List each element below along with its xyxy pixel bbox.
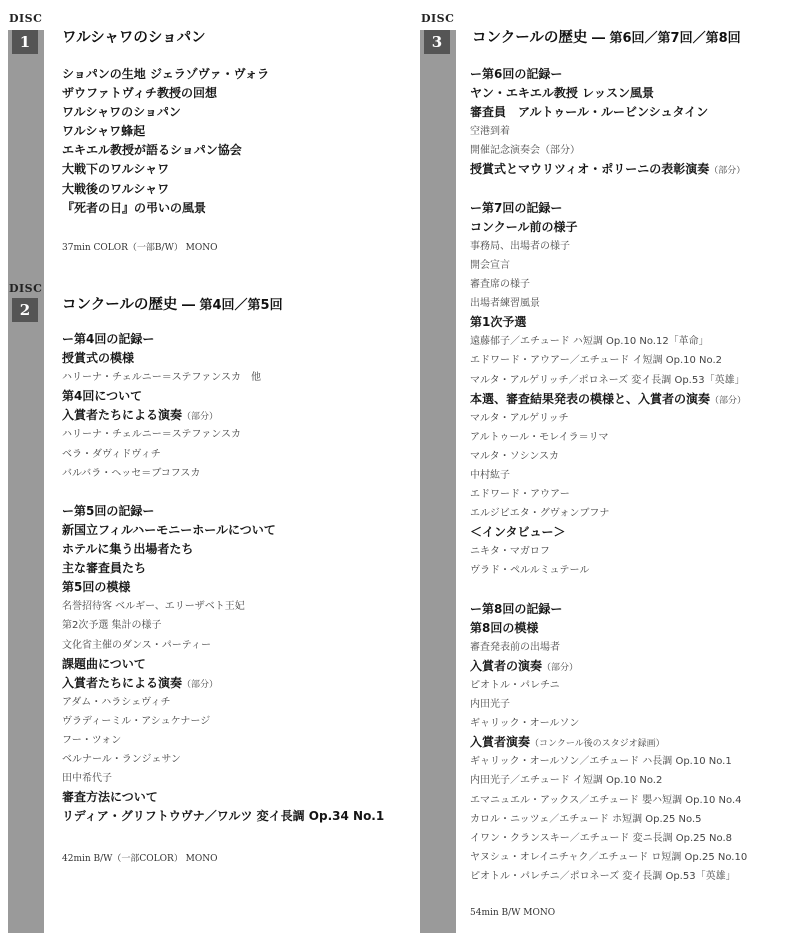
track-text: イワン・クランスキー／エチュード 変ニ長調 Op.25 No.8 — [470, 832, 733, 844]
track-detail — [470, 638, 747, 657]
track-text: 内田光子／エチュード イ短調 Op.10 No.2 — [470, 775, 663, 787]
track-detail — [62, 464, 384, 483]
track-detail — [62, 769, 384, 788]
track-detail — [470, 141, 747, 160]
track-heading — [470, 619, 747, 638]
track-text: 開催記念演奏会（部分） — [470, 145, 580, 157]
track-text: ピオトル・パレチニ／ポロネーズ 変イ長調 Op.53「英雄」 — [470, 870, 736, 882]
track-text: 出場者練習風景 — [470, 298, 540, 310]
track-text: ギャリック・オールソン — [470, 718, 580, 730]
track-heading — [470, 160, 747, 179]
track-text: ー第4回の記録ー — [62, 332, 155, 346]
track-heading — [62, 674, 384, 693]
track-text: ベラ・ダヴィドヴィチ — [62, 448, 161, 460]
track-text: ＜インタビュー＞ — [470, 525, 566, 540]
track-detail — [62, 616, 384, 635]
disc-1-title: ワルシャワのショパン — [62, 30, 206, 46]
track-note: （部分） — [709, 166, 746, 177]
track-detail — [470, 466, 747, 485]
track-detail — [470, 810, 747, 829]
section-spacer — [470, 581, 747, 600]
disc-1-track-list — [62, 65, 269, 218]
track-detail — [62, 731, 384, 750]
track-heading — [470, 600, 747, 619]
track-text: バルバラ・ヘッセ＝ブコフスカ — [62, 467, 201, 479]
track-detail — [62, 445, 384, 464]
track-text: 主な審査員たち — [62, 561, 147, 576]
track-detail — [470, 695, 747, 714]
track-detail — [62, 425, 384, 444]
track-text: ヤン・エキエル教授 レッスン風景 — [470, 86, 654, 101]
track-text: ヴラディーミル・アシュケナージ — [62, 715, 211, 727]
track-heading — [62, 807, 384, 826]
disc-2-footer: 42min B/W（一部COLOR） MONO — [62, 854, 218, 864]
track-text: 名誉招待客 ベルギー、エリーザベト王妃 — [62, 601, 245, 613]
track-text: 課題曲について — [62, 656, 146, 671]
track-text: 入賞者の演奏 — [470, 658, 543, 673]
track-text: 第1次予選 — [470, 315, 527, 330]
track-text: 第2次予選 集計の様子 — [62, 620, 162, 632]
track-text: ホテルに集う出場者たち — [62, 542, 194, 557]
track-heading — [470, 199, 747, 218]
track-detail — [470, 752, 747, 771]
track-text: 文化省主催のダンス・パーティー — [62, 639, 211, 651]
disc-2-number: 2 — [12, 298, 38, 322]
track-text: 審査席の様子 — [470, 279, 530, 291]
track-text: 中村紘子 — [470, 469, 510, 481]
track-heading — [470, 733, 747, 752]
track-text: 審査員 アルトゥール・ルービンシュタイン — [470, 105, 709, 120]
track-text: カロル・ニッツェ／エチュード ホ短調 Op.25 No.5 — [470, 813, 702, 825]
track-item: 大戦後のワルシャワ — [62, 181, 170, 196]
track-text: ハリーナ・チェルニー＝ステファンスカ — [62, 429, 241, 441]
track-text: エドワード・アウアー／エチュード イ短調 Op.10 No.2 — [470, 355, 723, 367]
track-heading — [470, 65, 747, 84]
track-detail — [470, 771, 747, 790]
track-detail — [470, 428, 747, 447]
track-detail — [470, 829, 747, 848]
track-detail — [470, 122, 747, 141]
track-item: ワルシャワのショパン — [62, 105, 181, 120]
disc-2-label: DISC — [9, 282, 43, 295]
track-heading — [62, 502, 384, 521]
track-detail — [470, 409, 747, 428]
track-detail — [470, 848, 747, 867]
track-text: 事務局、出場者の様子 — [470, 240, 570, 252]
track-detail — [470, 371, 747, 390]
track-text: 第4回について — [62, 389, 143, 404]
track-text: エルジビエタ・グヴォンブフナ — [470, 508, 610, 520]
track-item: エキエル教授が語るショパン協会 — [62, 143, 242, 158]
track-heading — [62, 559, 384, 578]
track-text: 本選、審査結果発表の模様と、入賞者の演奏 — [470, 391, 711, 406]
track-detail — [62, 597, 384, 616]
track-heading — [62, 387, 384, 406]
track-detail — [470, 485, 747, 504]
track-text: 授賞式の模様 — [62, 351, 135, 366]
track-note: （部分） — [182, 412, 219, 423]
track-detail — [470, 294, 747, 313]
track-note: （コンクール後のスタジオ録画） — [530, 739, 665, 750]
disc-2-track-list — [62, 330, 384, 826]
disc-3-title-main: コンクールの歴史 — [472, 30, 588, 46]
track-note: （部分） — [182, 679, 219, 690]
track-text: ー第8回の記録ー — [470, 601, 563, 616]
track-text: ヤヌシュ・オレイニチャク／エチュード ロ短調 Op.25 No.10 — [470, 851, 748, 863]
track-detail — [470, 504, 747, 523]
track-heading — [470, 84, 747, 103]
track-heading — [62, 349, 384, 368]
track-detail — [470, 351, 747, 370]
track-heading — [62, 521, 384, 540]
track-detail — [470, 714, 747, 733]
track-text: マルタ・アルゲリッチ — [470, 412, 569, 424]
track-item: 大戦下のワルシャワ — [62, 162, 170, 177]
disc-2-title-main: コンクールの歴史 — [62, 297, 178, 313]
track-detail — [470, 447, 747, 466]
track-text: 開会宣言 — [470, 259, 510, 271]
track-text: 審査発表前の出場者 — [470, 641, 560, 653]
track-text: ー第5回の記録ー — [62, 503, 155, 518]
track-text: コンクール前の様子 — [470, 219, 578, 234]
track-heading — [470, 390, 747, 409]
track-heading — [62, 330, 384, 349]
track-item: ワルシャワ蜂起 — [62, 124, 146, 139]
track-item: 『死者の日』の弔いの風景 — [62, 200, 207, 215]
track-heading — [470, 313, 747, 332]
track-note: （部分） — [542, 662, 579, 673]
track-text: リディア・グリフトウヴナ／ワルツ 変イ長調 Op.34 No.1 — [62, 809, 385, 824]
track-text: ー第6回の記録ー — [470, 67, 563, 81]
track-text: エドワード・アウアー — [470, 489, 570, 501]
track-detail — [470, 867, 747, 886]
track-text: 田中希代子 — [62, 773, 112, 785]
track-text: 授賞式とマウリツィオ・ポリーニの表彰演奏 — [470, 162, 710, 177]
disc-2-title-sub: ― 第4回／第5回 — [177, 298, 283, 313]
track-detail — [62, 636, 384, 655]
track-text: マルタ・アルゲリッチ／ポロネーズ 変イ長調 Op.53「英雄」 — [470, 374, 745, 386]
section-spacer — [62, 483, 384, 502]
track-detail — [62, 368, 384, 387]
track-text: ヴラド・ペルルミュテール — [470, 565, 590, 577]
disc-3-label: DISC — [421, 12, 455, 25]
disc-3-number: 3 — [424, 30, 450, 54]
track-detail — [470, 791, 747, 810]
disc-1-footer: 37min COLOR（一部B/W） MONO — [62, 243, 218, 253]
disc-1-number: 1 — [12, 30, 38, 54]
track-text: 入賞者たちによる演奏 — [62, 408, 183, 423]
track-detail — [470, 332, 747, 351]
track-detail — [62, 693, 384, 712]
track-text: ベルナール・ランジェサン — [62, 754, 181, 766]
track-text: ハリーナ・チェルニー＝ステファンスカ 他 — [62, 372, 261, 384]
track-heading — [470, 218, 747, 237]
track-text: 入賞者たちによる演奏 — [62, 675, 183, 690]
track-heading — [62, 540, 384, 559]
track-detail — [470, 561, 747, 580]
track-detail — [470, 275, 747, 294]
track-heading — [62, 578, 384, 597]
track-detail — [470, 676, 747, 695]
track-item: ショパンの生地 ジェラゾヴァ・ヴォラ — [62, 67, 270, 81]
disc-2-title — [62, 293, 283, 314]
track-text: フー・ツォン — [62, 734, 122, 746]
track-text: 空港到着 — [470, 126, 510, 138]
track-text: 入賞者演奏 — [470, 735, 531, 750]
track-text: アルトゥール・モレイラ＝リマ — [470, 431, 609, 443]
track-text: 第5回の模様 — [62, 580, 131, 595]
track-text: ギャリック・オールソン／エチュード ハ長調 Op.10 No.1 — [470, 756, 732, 768]
track-text: ニキタ・マガロフ — [470, 546, 550, 558]
disc-3-track-list — [470, 65, 747, 886]
track-heading — [62, 406, 384, 425]
disc-sidebar-left — [8, 30, 44, 933]
track-item: ザウファトヴィチ教授の回想 — [62, 86, 218, 101]
track-detail — [470, 256, 747, 275]
track-heading — [470, 523, 747, 542]
track-heading — [470, 103, 747, 122]
track-detail — [470, 237, 747, 256]
track-text: 内田光子 — [470, 699, 510, 711]
disc-1-label: DISC — [9, 12, 43, 25]
track-text: アダム・ハラシェヴィチ — [62, 696, 171, 708]
track-heading — [62, 655, 384, 674]
track-text: マルタ・ソシンスカ — [470, 450, 560, 462]
track-heading — [62, 788, 384, 807]
track-text: ピオトル・パレチニ — [470, 680, 560, 691]
track-heading — [470, 657, 747, 676]
disc-3-footer: 54min B/W MONO — [470, 908, 556, 918]
track-text: 遠藤郁子／エチュード ハ短調 Op.10 No.12「革命」 — [470, 336, 709, 348]
disc-3-title — [472, 26, 741, 47]
section-spacer — [470, 180, 747, 199]
track-detail — [62, 712, 384, 731]
track-detail — [470, 542, 747, 561]
track-note: （部分） — [710, 395, 747, 406]
disc-3-title-sub: ― 第6回／第7回／第8回 — [587, 31, 741, 46]
track-text: ー第7回の記録ー — [470, 200, 563, 215]
track-text: 第8回の模様 — [470, 620, 539, 635]
track-text: 審査方法について — [62, 790, 158, 805]
disc-sidebar-right — [420, 30, 456, 933]
track-detail — [62, 750, 384, 769]
track-text: 新国立フィルハーモニーホールについて — [62, 522, 276, 537]
track-text: エマニュエル・アックス／エチュード 嬰ハ短調 Op.10 No.4 — [470, 794, 742, 806]
